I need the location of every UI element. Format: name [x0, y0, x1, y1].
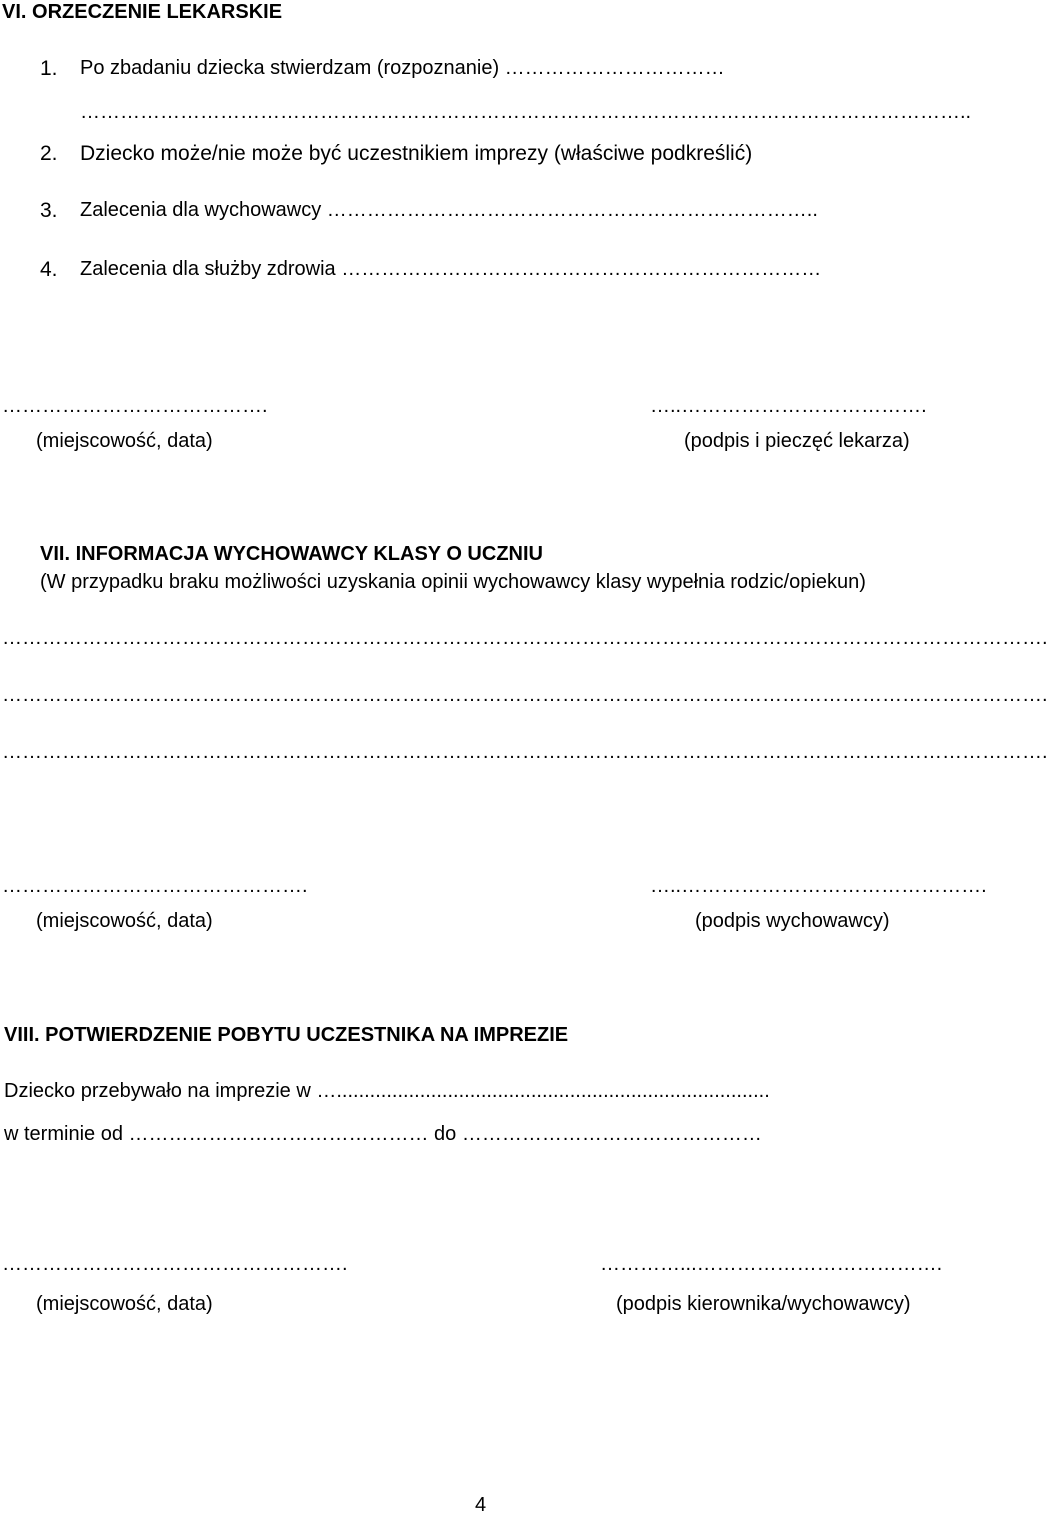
- item-4-text: Zalecenia dla służby zdrowia ………………………………………………………………: [80, 258, 822, 280]
- stay-term-line: w terminie od ……………………………………… do ………………………………………: [4, 1123, 762, 1145]
- item-4-number: 4.: [40, 258, 58, 281]
- item-2-number: 2.: [40, 142, 58, 165]
- doctor-signature-label: (podpis i pieczęć lekarza): [684, 430, 910, 452]
- section-8-heading: VIII. POTWIERDZENIE POBYTU UCZESTNIKA NA IMPREZIE: [4, 1024, 569, 1046]
- page-number: 4: [475, 1494, 487, 1516]
- item-1-text: Po zbadaniu dziecka stwierdzam (rozpoznanie) ……………………………: [80, 57, 725, 79]
- item-1-continuation: ……………………………………………………………………………………………………………………..: [80, 101, 972, 123]
- section-6-heading: VI. ORZECZENIE LEKARSKIE: [2, 1, 283, 23]
- manager-signature-dots: …………...……………………………….: [600, 1253, 943, 1275]
- teacher-place-date-label: (miejscowość, data): [36, 910, 213, 932]
- teacher-info-line-3: ………………………………………………………………………………………………………………………………………….: [2, 741, 1048, 763]
- teacher-place-date-dots: ……………………………………….: [2, 875, 308, 897]
- item-1-number: 1.: [40, 57, 58, 80]
- section-7-heading: VII. INFORMACJA WYCHOWAWCY KLASY O UCZNIU: [40, 543, 543, 565]
- item-2-text: Dziecko może/nie może być uczestnikiem imprezy (właściwe podkreślić): [80, 142, 753, 165]
- teacher-signature-dots: …..……………………………………….: [650, 875, 987, 897]
- doctor-place-date-dots: ………………………………….: [2, 395, 268, 417]
- teacher-info-line-2: ………………………………………………………………………………………………………………………………………….: [2, 684, 1048, 706]
- item-3-number: 3.: [40, 199, 58, 222]
- manager-signature-label: (podpis kierownika/wychowawcy): [616, 1293, 911, 1315]
- stay-place-line: Dziecko przebywało na imprezie w …..............................................................................: [4, 1080, 770, 1102]
- manager-place-date-label: (miejscowość, data): [36, 1293, 213, 1315]
- doctor-signature-dots: …..……………………………….: [650, 395, 927, 417]
- item-3-text: Zalecenia dla wychowawcy ………………………………………………………………..: [80, 199, 818, 221]
- teacher-signature-label: (podpis wychowawcy): [695, 910, 890, 932]
- manager-place-date-dots: …………………………………………….: [2, 1253, 348, 1275]
- doctor-place-date-label: (miejscowość, data): [36, 430, 213, 452]
- section-7-note: (W przypadku braku możliwości uzyskania opinii wychowawcy klasy wypełnia rodzic/opiekun): [40, 571, 866, 593]
- teacher-info-line-1: ………………………………………………………………………………………………………………………………………….: [2, 627, 1048, 649]
